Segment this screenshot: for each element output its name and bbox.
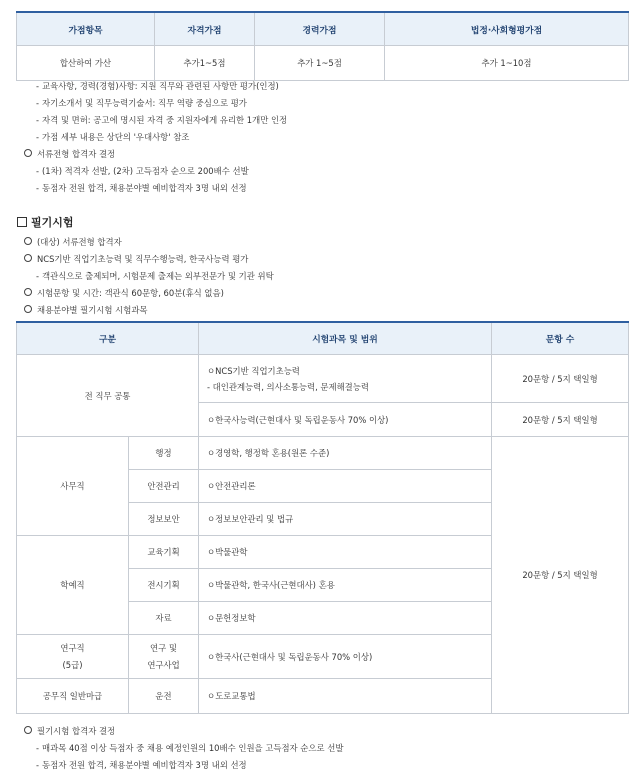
- table-header-row: [17, 12, 629, 46]
- table-cell: 자료: [129, 602, 199, 635]
- circle-bullet-icon: [24, 237, 32, 245]
- circle-bullet-icon: [24, 305, 32, 313]
- circle-bullet-icon: [24, 726, 32, 734]
- bonus-points-table: [16, 11, 629, 81]
- note-item: - 교육사항, 경력(경험)사항: 지원 직무와 관련된 사항만 평가(인정): [36, 81, 279, 91]
- table-cell: ㅇ박물관학: [199, 536, 492, 569]
- table-cell: ㅇ한국사능력(근현대사 및 독립운동사 70% 이상): [199, 403, 492, 437]
- table-row: [17, 355, 629, 403]
- table-cell: 전시기획: [129, 569, 199, 602]
- table-cell: ㅇ한국사(근현대사 및 독립운동사 70% 이상): [199, 635, 492, 679]
- exam-subjects-label: 채용분야별 필기시험 시험과목: [24, 304, 148, 316]
- table-header: 시험과목 및 범위: [199, 322, 492, 355]
- section-title: 필기시험: [17, 216, 74, 230]
- table-cell: 20문항 / 5지 택일형: [492, 403, 629, 437]
- table-header: 경력가점: [255, 12, 385, 46]
- table-cell: ㅇ안전관리론: [199, 470, 492, 503]
- note-item: - 자격 및 면허: 공고에 명시된 자격 중 지원자에게 유리한 1개만 인정: [36, 115, 288, 125]
- table-cell: 교육기획: [129, 536, 199, 569]
- table-cell: 안전관리: [129, 470, 199, 503]
- exam-eval-note: - 객관식으로 출제되며, 시험문제 출제는 외부전문가 및 기관 위탁: [36, 271, 274, 281]
- table-cell: ㅇ도로교통법: [199, 679, 492, 714]
- note-item: - (1차) 적격자 선발, (2차) 고득점자 순으로 200배수 선발: [36, 166, 249, 176]
- table-row: [17, 437, 629, 470]
- table-cell: 추가1~5점: [155, 46, 255, 81]
- table-cell: 사무직: [17, 437, 129, 536]
- written-pass-title: 필기시험 합격자 결정: [24, 725, 115, 737]
- exam-target: (대상) 서류전형 합격자: [24, 236, 122, 248]
- table-cell: 행정: [129, 437, 199, 470]
- note-item: - 동점자 전원 합격, 채용분야별 예비합격자 3명 내외 선정: [36, 760, 247, 770]
- table-row: [17, 46, 629, 81]
- table-cell: ㅇ문헌정보학: [199, 602, 492, 635]
- doc-pass-title: 서류전형 합격자 결정: [24, 148, 115, 160]
- table-cell: 추가 1~10점: [385, 46, 629, 81]
- table-cell: ㅇNCS기반 직업기초능력 - 대인관계능력, 의사소통능력, 문제해결능력: [199, 355, 492, 403]
- circle-bullet-icon: [24, 149, 32, 157]
- note-item: - 매과목 40점 이상 득점자 중 채용 예정인원의 10배수 인원을 고득점자 순으로 선발: [36, 743, 344, 753]
- exam-subjects-table: [16, 321, 629, 714]
- table-header: 구분: [17, 322, 199, 355]
- square-bullet-icon: [17, 217, 27, 227]
- table-cell: 정보보안: [129, 503, 199, 536]
- table-header: 문항 수: [492, 322, 629, 355]
- table-cell: ㅇ박물관학, 한국사(근현대사) 혼용: [199, 569, 492, 602]
- note-item: - 동점자 전원 합격, 채용분야별 예비합격자 3명 내외 선정: [36, 183, 247, 193]
- table-cell: 연구직 (5급): [17, 635, 129, 679]
- circle-bullet-icon: [24, 254, 32, 262]
- note-item: - 가점 세부 내용은 상단의 '우대사항' 참조: [36, 132, 190, 142]
- table-header-row: [17, 322, 629, 355]
- table-header: 법정·사회형평가점: [385, 12, 629, 46]
- table-cell: 전 직무 공통: [17, 355, 199, 437]
- table-cell: 합산하여 가산: [17, 46, 155, 81]
- table-cell: 운전: [129, 679, 199, 714]
- exam-count: 시험문항 및 시간: 객관식 60문항, 60분(휴식 없음): [24, 287, 224, 299]
- table-header: 자격가점: [155, 12, 255, 46]
- note-item: - 자기소개서 및 직무능력기술서: 직무 역량 중심으로 평가: [36, 98, 247, 108]
- table-cell: 학예직: [17, 536, 129, 635]
- circle-bullet-icon: [24, 288, 32, 296]
- table-cell: 공무직 일반마급: [17, 679, 129, 714]
- table-cell: ㅇ정보보안관리 및 법규: [199, 503, 492, 536]
- table-cell: ㅇ경영학, 행정학 혼용(원론 수준): [199, 437, 492, 470]
- table-cell: 20문항 / 5지 택일형: [492, 437, 629, 714]
- table-cell: 연구 및 연구사업: [129, 635, 199, 679]
- table-cell: 20문항 / 5지 택일형: [492, 355, 629, 403]
- exam-eval: NCS기반 직업기초능력 및 직무수행능력, 한국사능력 평가: [24, 253, 248, 265]
- table-header: 가점항목: [17, 12, 155, 46]
- table-cell: 추가 1~5점: [255, 46, 385, 81]
